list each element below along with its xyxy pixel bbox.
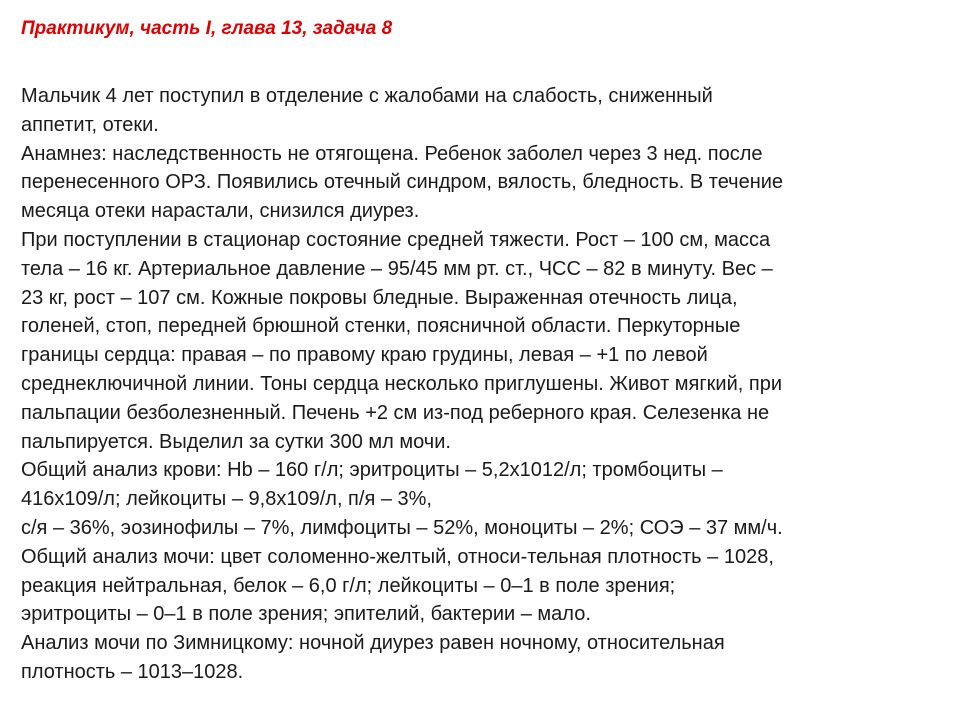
slide-title: Практикум, часть I, глава 13, задача 8 (21, 18, 393, 39)
text-line: голеней, стоп, передней брюшной стенки, поясничной области. Перкуторные (21, 315, 741, 338)
text-line: тела – 16 кг. Артериальное давление – 95/45 мм рт. ст., ЧСС – 82 в минуту. Вес – (21, 257, 773, 280)
text-line: перенесенного ОРЗ. Появились отечный синдром, вялость, бледность. В течение (21, 171, 784, 194)
text-line: с/я – 36%, эозинофилы – 7%, лимфоциты – 52%, моноциты – 2%; СОЭ – 37 мм/ч. (21, 516, 783, 539)
text-line: Анамнез: наследственность не отягощена. Ребенок заболел через 3 нед. после (21, 142, 763, 165)
text-line: Общий анализ крови: Hb – 160 г/л; эритроциты – 5,2х1012/л; тромбоциты – (21, 459, 723, 482)
text-line: пальпации безболезненный. Печень +2 см из-под реберного края. Селезенка не (21, 401, 770, 424)
text-line: При поступлении в стационар состояние средней тяжести. Рост – 100 см, масса (21, 228, 771, 251)
text-line: 23 кг, рост – 107 см. Кожные покровы бледные. Выраженная отечность лица, (21, 286, 738, 309)
text-line: 416х109/л; лейкоциты – 9,8х109/л, п/я – 3%, (21, 488, 432, 511)
text-line: Мальчик 4 лет поступил в отделение с жалобами на слабость, сниженный (21, 85, 713, 107)
text-line: аппетит, отеки. (21, 113, 159, 136)
slide-content (21, 18, 941, 687)
text-line: Общий анализ мочи: цвет соломенно-желтый, относи-тельная плотность – 1028, (21, 545, 774, 568)
case-text (21, 82, 941, 687)
text-line: пальпируется. Выделил за сутки 300 мл мочи. (21, 430, 451, 453)
text-line: месяца отеки нарастали, снизился диурез. (21, 200, 420, 223)
text-line: эритроциты – 0–1 в поле зрения; эпителий, бактерии – мало. (21, 603, 591, 626)
text-line: Анализ мочи по Зимницкому: ночной диурез равен ночному, относительная (21, 632, 725, 655)
text-line: плотность – 1013–1028. (21, 660, 244, 683)
text-line: реакция нейтральная, белок – 6,0 г/л; лейкоциты – 0–1 в поле зрения; (21, 574, 676, 597)
text-line: среднеключичной линии. Тоны сердца несколько приглушены. Живот мягкий, при (21, 372, 783, 395)
text-line: границы сердца: правая – по правому краю грудины, левая – +1 по левой (21, 344, 708, 367)
